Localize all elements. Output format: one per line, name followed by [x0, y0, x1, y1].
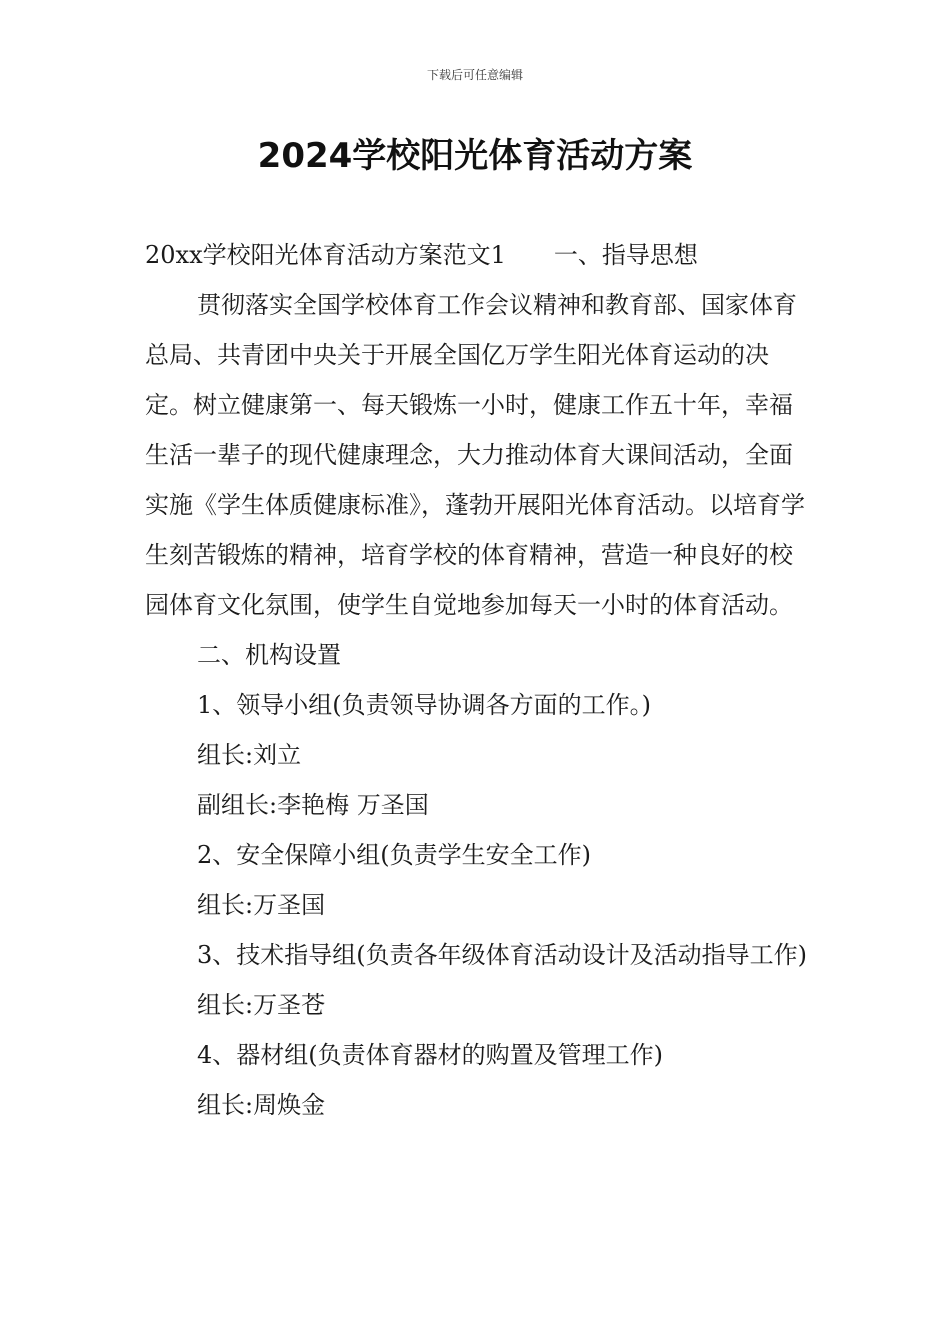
- group-1-title: 1、领导小组(负责领导协调各方面的工作。): [197, 691, 651, 719]
- group-1-deputy: 副组长:李艳梅 万圣国: [197, 791, 429, 819]
- group-2-leader: 组长:万圣国: [197, 891, 326, 919]
- group-4-title: 4、器材组(负责体育器材的购置及管理工作): [197, 1041, 663, 1069]
- paragraph-guiding-ideology: 贯彻落实全国学校体育工作会议精神和教育部、国家体育总局、共青团中央关于开展全国亿万学生阳光体育运动的决定。树立健康第一、每天锻炼一小时，健康工作五十年，幸福生活一辈子的现代健康理念，大力推动体育大课间活动，全面实施《学生体质健康标准》，蓬勃开展阳光体育活动。以培育学生刻苦锻炼的精神，培育学校的体育精神，营造一种良好的校园体育文化氛围，使学生自觉地参加每天一小时的体育活动。: [145, 291, 805, 619]
- first-line: [145, 230, 810, 280]
- group-2-title: 2、安全保障小组(负责学生安全工作): [197, 841, 591, 869]
- section-2-heading: 二、机构设置: [197, 641, 341, 669]
- document-title: 2024学校阳光体育活动方案: [257, 136, 693, 176]
- group-4-leader: 组长:周焕金: [197, 1091, 326, 1119]
- header-note: 下载后可任意编辑: [426, 68, 523, 82]
- group-3-title: 3、技术指导组(负责各年级体育活动设计及活动指导工作): [197, 941, 807, 969]
- document-body: [145, 230, 810, 1130]
- section-1-heading: 一、指导思想: [553, 241, 698, 269]
- group-1-leader: 组长:刘立: [197, 741, 302, 769]
- subtitle-text: 20xx学校阳光体育活动方案范文1: [145, 241, 506, 269]
- group-3-leader: 组长:万圣苍: [197, 991, 326, 1019]
